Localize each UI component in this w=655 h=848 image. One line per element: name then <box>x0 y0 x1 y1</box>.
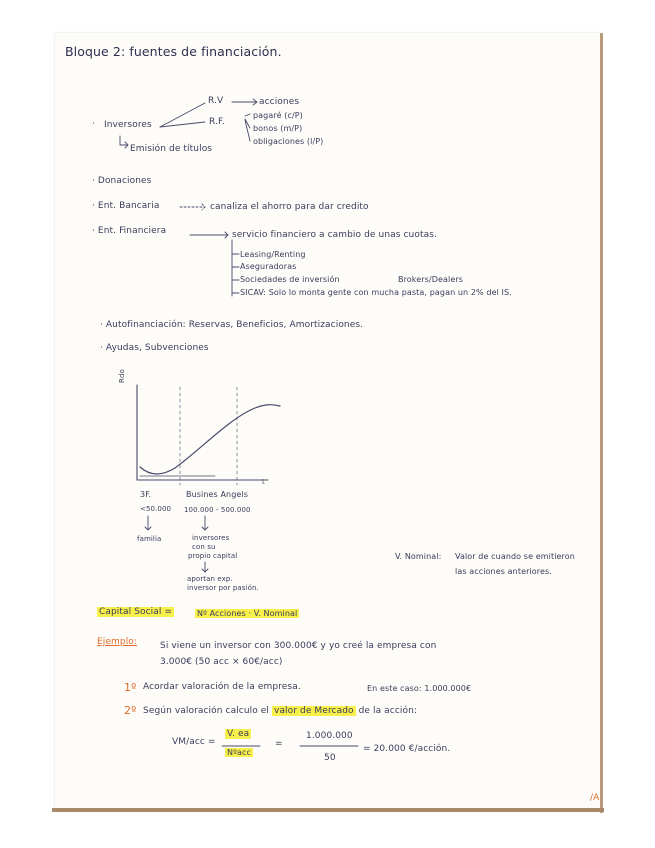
growth-curve <box>140 405 280 474</box>
formula-den2: 50 <box>324 753 336 763</box>
rf-item-obligaciones: obligaciones (l/P) <box>253 137 324 146</box>
ba-note-2: con su <box>192 543 216 551</box>
formula-num2: 1.000.000 <box>306 731 353 741</box>
ejemplo-line-1: Si viene un inversor con 300.000€ y yo creé la empresa con <box>160 641 437 651</box>
arrow-ba <box>202 516 208 530</box>
step-1-number: 1º <box>124 681 137 694</box>
ent-bancaria-label: · Ent. Bancaria <box>92 201 160 211</box>
rf-item-bonos: bonos (m/P) <box>253 124 303 133</box>
label-familia: familia <box>137 535 162 543</box>
financiera-tree <box>232 240 239 296</box>
arrow-financiera <box>190 232 228 238</box>
step-1-note: En este caso: 1.000.000€ <box>367 684 472 693</box>
item-sociedades: Sociedades de inversión <box>240 275 340 284</box>
item-sicav: SICAV: Solo lo monta gente con mucha pasta, pagan un 2% del IS. <box>240 288 512 297</box>
vnominal-text-1: Valor de cuando se emitieron <box>455 552 575 561</box>
label-3f: 3F. <box>140 490 152 499</box>
arrow-rv <box>232 99 257 105</box>
ejemplo-label: Ejemplo: <box>97 637 138 647</box>
formula-lhs: VM/acc = <box>172 737 216 747</box>
vnominal-label: V. Nominal: <box>395 552 442 561</box>
aportan-1: aportan exp. <box>187 575 233 583</box>
rf-label: R.F. <box>209 117 225 127</box>
branch-rf <box>160 122 205 127</box>
graph-xlabel: t <box>262 478 265 486</box>
bullet: · <box>92 119 95 129</box>
step-2-post: de la acción: <box>358 706 418 716</box>
formula-result: = 20.000 €/acción. <box>363 744 451 754</box>
ent-bancaria-desc: canaliza el ahorro para dar credito <box>210 202 369 212</box>
arrow-aportan <box>202 562 208 572</box>
arrow-emision <box>120 136 128 148</box>
brokers-dealers: Brokers/Dealers <box>398 275 464 284</box>
formula-highlight: Nº Acciones · V. Nominal <box>197 609 298 618</box>
graph-axes <box>137 385 268 480</box>
step-1-text: Acordar valoración de la empresa. <box>143 682 301 692</box>
rv-item: acciones <box>259 97 300 107</box>
formula-den-hl: Nºacc <box>227 748 251 757</box>
step-2-pre: Según valoración calculo el <box>143 706 270 716</box>
page-mark: /A <box>590 793 600 803</box>
item-aseguradoras: Aseguradoras <box>240 262 297 271</box>
donaciones: · Donaciones <box>92 176 152 186</box>
ejemplo-line-2: 3.000€ (50 acc × 60€/acc) <box>160 657 283 667</box>
capital-social-highlight: Capital Social = <box>99 607 173 617</box>
item-leasing: Leasing/Renting <box>240 250 306 259</box>
ent-financiera-desc: servicio financiero a cambio de unas cuotas. <box>232 230 437 240</box>
ent-financiera-label: · Ent. Financiera <box>92 226 167 236</box>
ayudas: · Ayudas, Subvenciones <box>100 343 209 353</box>
arrow-familia <box>145 516 151 530</box>
step-2-number: 2º <box>124 704 137 717</box>
brace-rf <box>245 114 250 141</box>
inversores-label: Inversores <box>104 120 152 130</box>
autofinanciacion: · Autofinanciación: Reservas, Beneficios, Amortizaciones. <box>100 320 364 330</box>
rv-label: R.V <box>208 96 224 106</box>
graph-ylabel: Rdo <box>118 369 126 383</box>
label-business-angels: Busines Angels <box>186 490 248 499</box>
rf-item-pagare: pagaré (c/P) <box>253 111 303 120</box>
emision-titulos: Emisión de títulos <box>130 144 213 154</box>
vnominal-text-2: las acciones anteriores. <box>455 567 552 576</box>
formula-eq: = <box>275 739 283 749</box>
ba-note-3: propio capital <box>188 552 238 560</box>
formula-num-hl: V. ea <box>227 729 250 739</box>
step-2-highlight: valor de Mercado <box>274 706 354 716</box>
label-3f-range: <50.000 <box>140 505 172 513</box>
branch-rv <box>160 103 205 127</box>
page-title: Bloque 2: fuentes de financiación. <box>65 44 282 59</box>
aportan-2: inversor por pasión. <box>187 584 259 592</box>
arrow-bancaria <box>180 204 205 210</box>
ba-note-1: inversores <box>192 534 230 542</box>
label-ba-range: 100.000 - 500.000 <box>184 506 251 514</box>
